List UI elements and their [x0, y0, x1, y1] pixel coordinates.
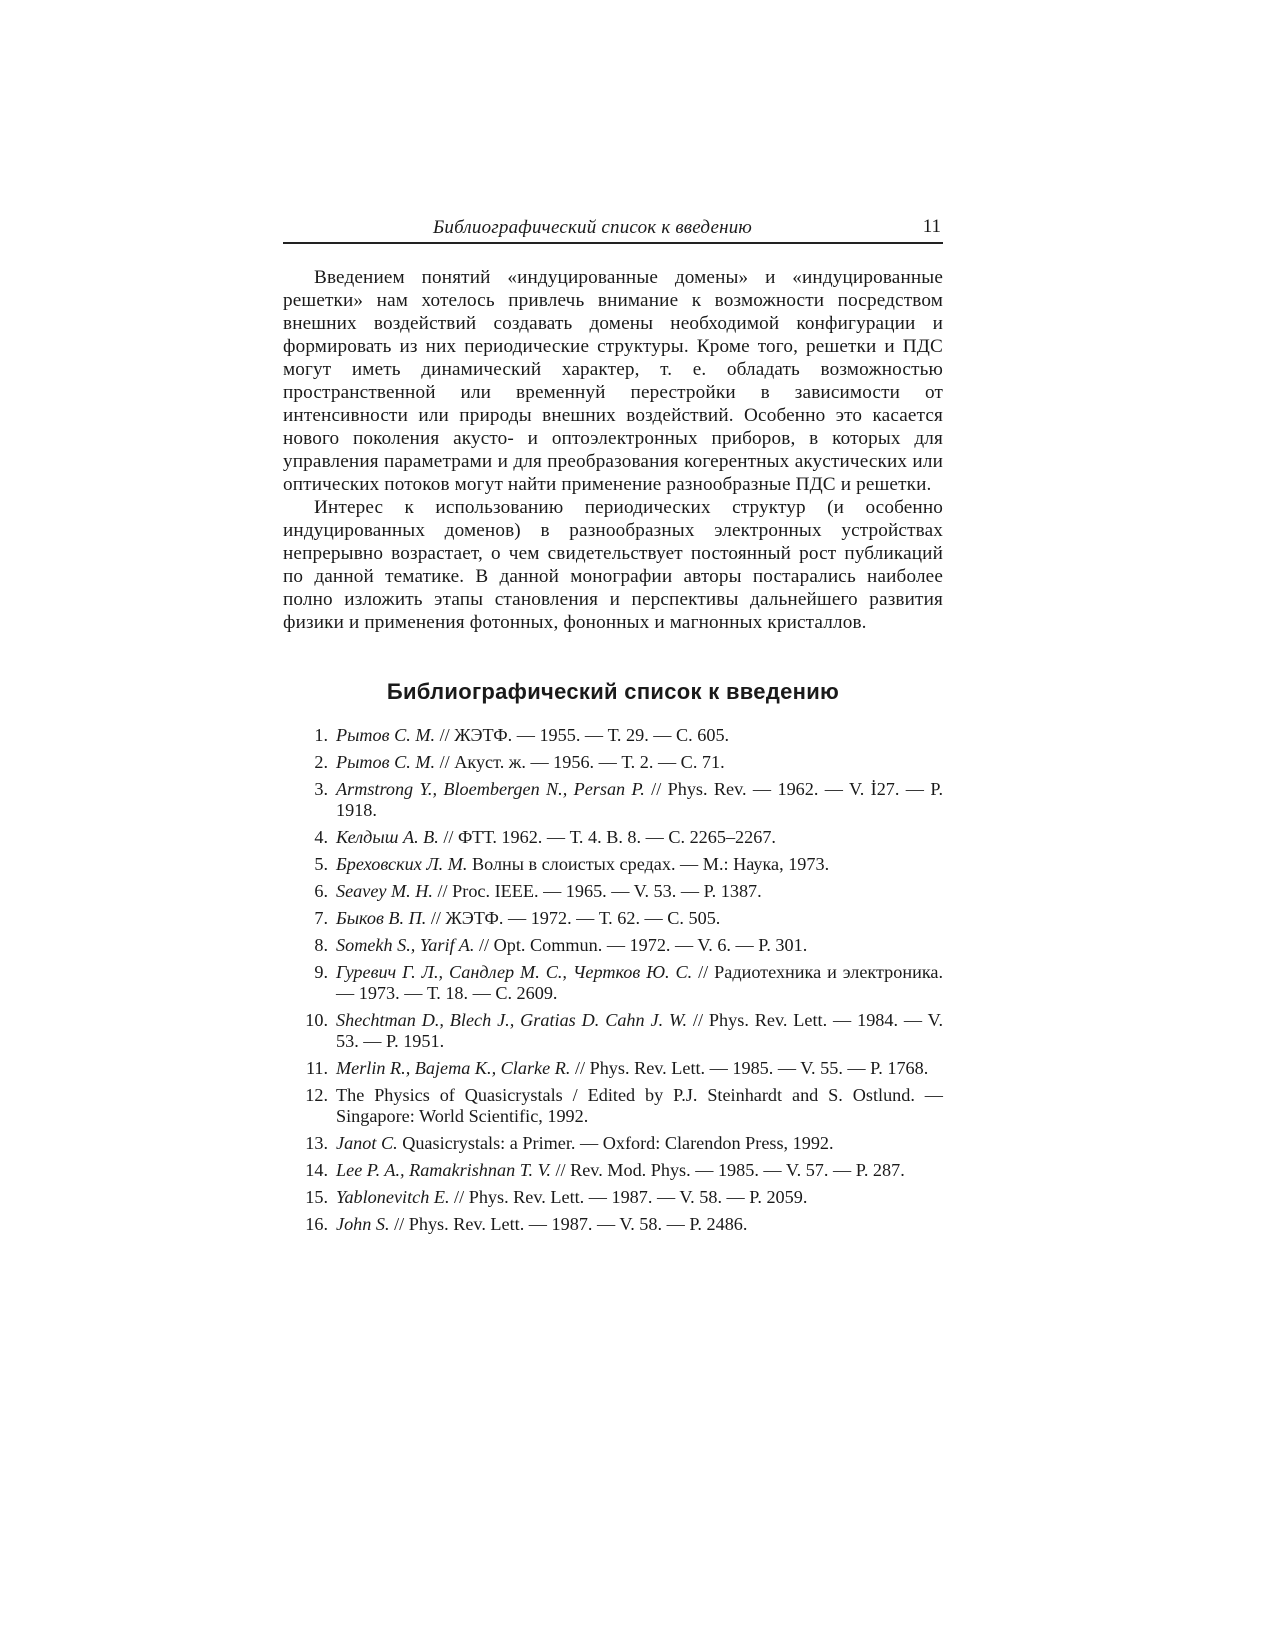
- reference-source: // Радиотехника и электроника. — 1973. — Т. 18. — С. 2609.: [336, 962, 943, 1003]
- reference-authors: Armstrong Y., Bloembergen N., Persan P.: [336, 779, 645, 799]
- reference-item: [283, 1133, 943, 1154]
- reference-source: // ЖЭТФ. — 1955. — Т. 29. — С. 605.: [435, 725, 730, 745]
- reference-source: // ЖЭТФ. — 1972. — Т. 62. — С. 505.: [426, 908, 721, 928]
- reference-number: 14.: [305, 1160, 328, 1180]
- reference-source: // ФТТ. 1962. — Т. 4. В. 8. — С. 2265–2267.: [438, 827, 776, 847]
- reference-authors: Lee P. A., Ramakrishnan T. V.: [336, 1160, 551, 1180]
- reference-source: // Акуст. ж. — 1956. — Т. 2. — С. 71.: [435, 752, 725, 772]
- page: [283, 214, 943, 1241]
- reference-authors: Рытов С. М.: [336, 725, 436, 745]
- reference-item: [283, 1085, 943, 1127]
- reference-authors: Yablonevitch E.: [336, 1187, 450, 1207]
- reference-authors: Келдыш А. В.: [336, 827, 439, 847]
- reference-list: [283, 725, 943, 1235]
- reference-item: [283, 827, 943, 848]
- reference-source: Волны в слоистых средах. — М.: Наука, 1973.: [467, 854, 830, 874]
- reference-number: 6.: [314, 881, 328, 901]
- reference-number: 16.: [305, 1214, 328, 1234]
- reference-source: The Physics of Quasicrystals / Edited by P.J. Steinhardt and S. Ostlund. — Singapore: World Scientific, 1992.: [336, 1085, 943, 1126]
- reference-item: [283, 779, 943, 821]
- reference-authors: Seavey M. H.: [336, 881, 433, 901]
- reference-source: // Proc. IEEE. — 1965. — V. 53. — P. 1387.: [432, 881, 762, 901]
- reference-item: [283, 1187, 943, 1208]
- reference-authors: Somekh S., Yarif A.: [336, 935, 475, 955]
- reference-item: [283, 962, 943, 1004]
- reference-item: [283, 1058, 943, 1079]
- reference-source: // Phys. Rev. Lett. — 1985. — V. 55. — P. 1768.: [570, 1058, 929, 1078]
- reference-authors: John S.: [336, 1214, 390, 1234]
- reference-source: Quasicrystals: a Primer. — Oxford: Clarendon Press, 1992.: [397, 1133, 834, 1153]
- reference-item: [283, 1010, 943, 1052]
- paragraph: Введением понятий «индуцированные домены» и «индуцированные решетки» нам хотелось привлечь внимание к возможности посредством внешних воздействий создавать домены необходимой конфигурации и формировать из них периодические структуры. Кроме того, решетки и ПДС могут иметь динамический характер, т. е. обладать возможностью пространственной или временнуй перестройки в зависимости от интенсивности или природы внешних воздействий. Особенно это касается нового поколения акусто- и оптоэлектронных приборов, в которых для управления параметрами и для преобразования когерентных акустических или оптических потоков могут найти применение разнообразные ПДС и решетки.: [283, 267, 943, 495]
- reference-authors: Бреховских Л. М.: [336, 854, 468, 874]
- reference-number: 5.: [314, 854, 328, 874]
- body-text: [283, 266, 943, 634]
- running-head: [283, 214, 943, 244]
- reference-item: [283, 881, 943, 902]
- reference-source: // Phys. Rev. — 1962. — V. İ27. — P. 1918.: [336, 779, 943, 820]
- reference-authors: Гуревич Г. Л., Сандлер М. С., Чертков Ю. С.: [336, 962, 693, 982]
- reference-item: [283, 1160, 943, 1181]
- reference-source: // Phys. Rev. Lett. — 1987. — V. 58. — P. 2059.: [449, 1187, 808, 1207]
- reference-item: [283, 1214, 943, 1235]
- reference-number: 8.: [314, 935, 328, 955]
- reference-authors: Janot C.: [336, 1133, 398, 1153]
- reference-number: 12.: [305, 1085, 328, 1105]
- reference-number: 4.: [314, 827, 328, 847]
- reference-number: 15.: [305, 1187, 328, 1207]
- reference-number: 3.: [314, 779, 328, 799]
- reference-authors: Быков В. П.: [336, 908, 427, 928]
- reference-number: 13.: [305, 1133, 328, 1153]
- reference-number: 9.: [314, 962, 328, 982]
- reference-number: 11.: [305, 1058, 328, 1078]
- reference-item: [283, 908, 943, 929]
- reference-number: 10.: [305, 1010, 328, 1030]
- reference-number: 2.: [314, 752, 328, 772]
- reference-authors: Shechtman D., Blech J., Gratias D. Cahn J. W.: [336, 1010, 688, 1030]
- reference-authors: Рытов С. М.: [336, 752, 436, 772]
- reference-item: [283, 935, 943, 956]
- reference-item: [283, 725, 943, 746]
- reference-source: // Rev. Mod. Phys. — 1985. — V. 57. — P. 287.: [550, 1160, 905, 1180]
- running-title: Библиографический список к введению: [433, 217, 753, 238]
- reference-authors: Merlin R., Bajema K., Clarke R.: [336, 1058, 571, 1078]
- reference-item: [283, 854, 943, 875]
- reference-source: // Phys. Rev. Lett. — 1987. — V. 58. — P. 2486.: [389, 1214, 748, 1234]
- reference-source: // Phys. Rev. Lett. — 1984. — V. 53. — P. 1951.: [336, 1010, 943, 1051]
- reference-number: 7.: [314, 908, 328, 928]
- reference-item: [283, 752, 943, 773]
- page-number: 11: [922, 216, 941, 237]
- reference-number: 1.: [314, 725, 328, 745]
- reference-source: // Opt. Commun. — 1972. — V. 6. — P. 301.: [474, 935, 808, 955]
- section-title: Библиографический список к введению: [386, 679, 840, 704]
- paragraph: Интерес к использованию периодических структур (и особенно индуцированных доменов) в разнообразных электронных устройствах непрерывно возрастает, о чем свидетельствует постоянный рост публикаций по данной тематике. В данной монографии авторы постарались наиболее полно изложить этапы становления и перспективы дальнейшего развития физики и применения фотонных, фононных и магнонных кристаллов.: [283, 497, 943, 633]
